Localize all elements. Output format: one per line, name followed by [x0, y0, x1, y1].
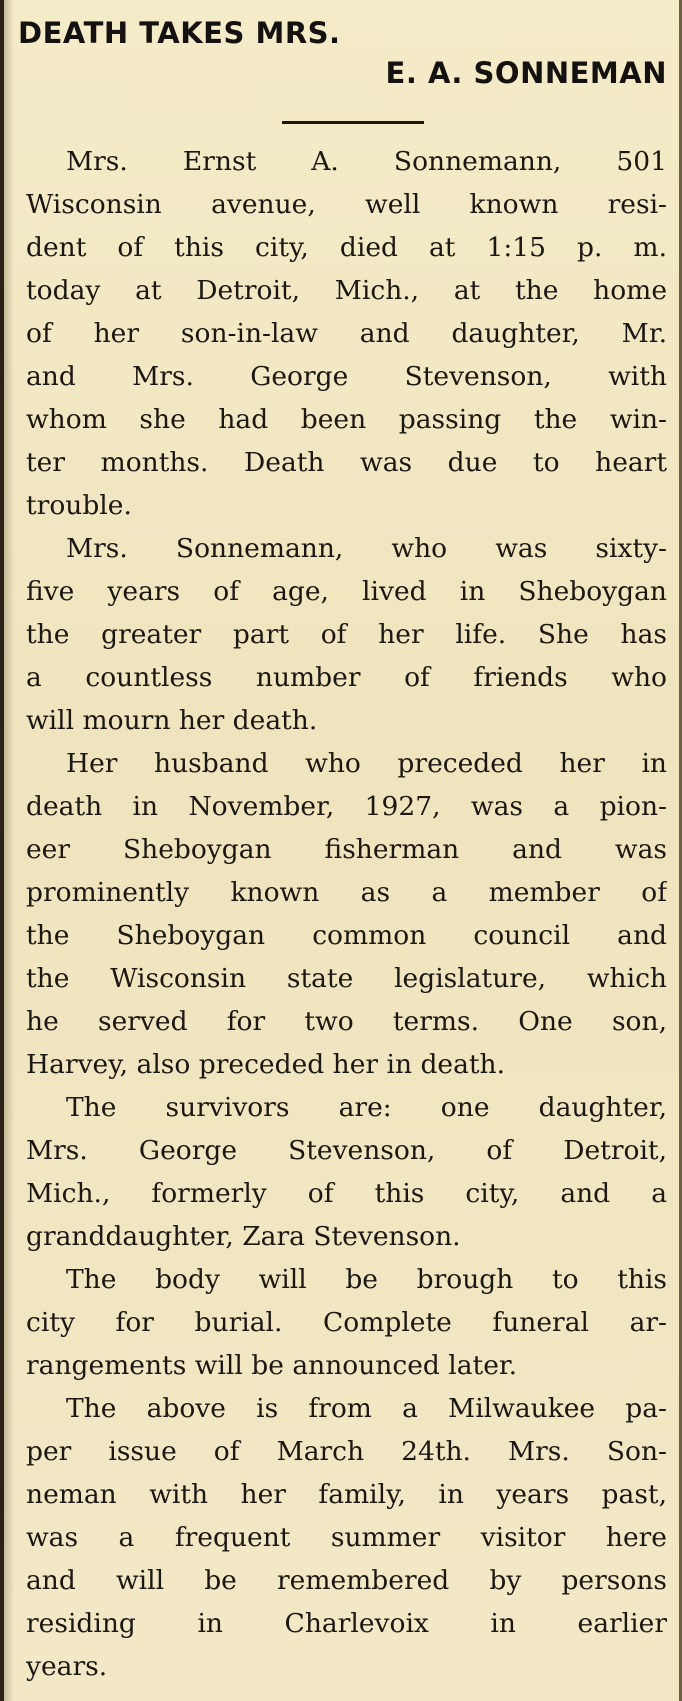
article-line: ter months. Death was due to heart — [26, 447, 667, 478]
article-line: The above is from a Milwaukee pa- — [66, 1393, 667, 1424]
article-line: rangements will be announced later. — [26, 1350, 518, 1381]
headline-line-2: E. A. SONNEMAN — [385, 56, 667, 90]
article-line: and Mrs. George Stevenson, with — [26, 361, 667, 392]
article-line: and will be remembered by persons — [26, 1565, 667, 1596]
article-line: city for burial. Complete funeral ar- — [26, 1307, 667, 1338]
article-line: whom she had been passing the win- — [26, 404, 667, 435]
article-line: eer Sheboygan fisherman and was — [26, 834, 667, 865]
article-line: years. — [26, 1651, 108, 1682]
article-line: Her husband who preceded her in — [66, 748, 667, 779]
article-line: the Wisconsin state legislature, which — [26, 963, 667, 994]
article-line: granddaughter, Zara Stevenson. — [26, 1221, 461, 1252]
paper-edge-shadow — [4, 0, 14, 1701]
article-line: per issue of March 24th. Mrs. Son- — [26, 1436, 667, 1467]
article-line: Mrs. George Stevenson, of Detroit, — [26, 1135, 667, 1166]
article-line: he served for two terms. One son, — [26, 1006, 667, 1037]
headline-line-1: DEATH TAKES MRS. — [18, 16, 341, 50]
article-line: the greater part of her life. She has — [26, 619, 667, 650]
article-line: today at Detroit, Mich., at the home — [26, 275, 667, 306]
article-line: dent of this city, died at 1:15 p. m. — [26, 232, 667, 263]
article-line: Wisconsin avenue, well known resi- — [26, 189, 667, 220]
article-line: Mrs. Sonnemann, who was sixty- — [66, 533, 667, 564]
article-line: The survivors are: one daughter, — [66, 1092, 667, 1123]
headline-divider — [282, 121, 424, 124]
article-line: Mrs. Ernst A. Sonnemann, 501 — [66, 146, 667, 177]
article-line: Mich., formerly of this city, and a — [26, 1178, 667, 1209]
article-line: death in November, 1927, was a pion- — [26, 791, 667, 822]
article-line: trouble. — [26, 490, 132, 521]
article-line: a countless number of friends who — [26, 662, 667, 693]
article-line: Harvey, also preceded her in death. — [26, 1049, 506, 1080]
article-line: the Sheboygan common council and — [26, 920, 667, 951]
article-line: of her son-in-law and daughter, Mr. — [26, 318, 667, 349]
article-line: prominently known as a member of — [26, 877, 667, 908]
article-line: was a frequent summer visitor here — [26, 1522, 667, 1553]
article-line: five years of age, lived in Sheboygan — [26, 576, 667, 607]
article-line: residing in Charlevoix in earlier — [26, 1608, 667, 1639]
article-line: The body will be brough to this — [66, 1264, 667, 1295]
article-line: will mourn her death. — [26, 705, 318, 736]
article-line: neman with her family, in years past, — [26, 1479, 667, 1510]
